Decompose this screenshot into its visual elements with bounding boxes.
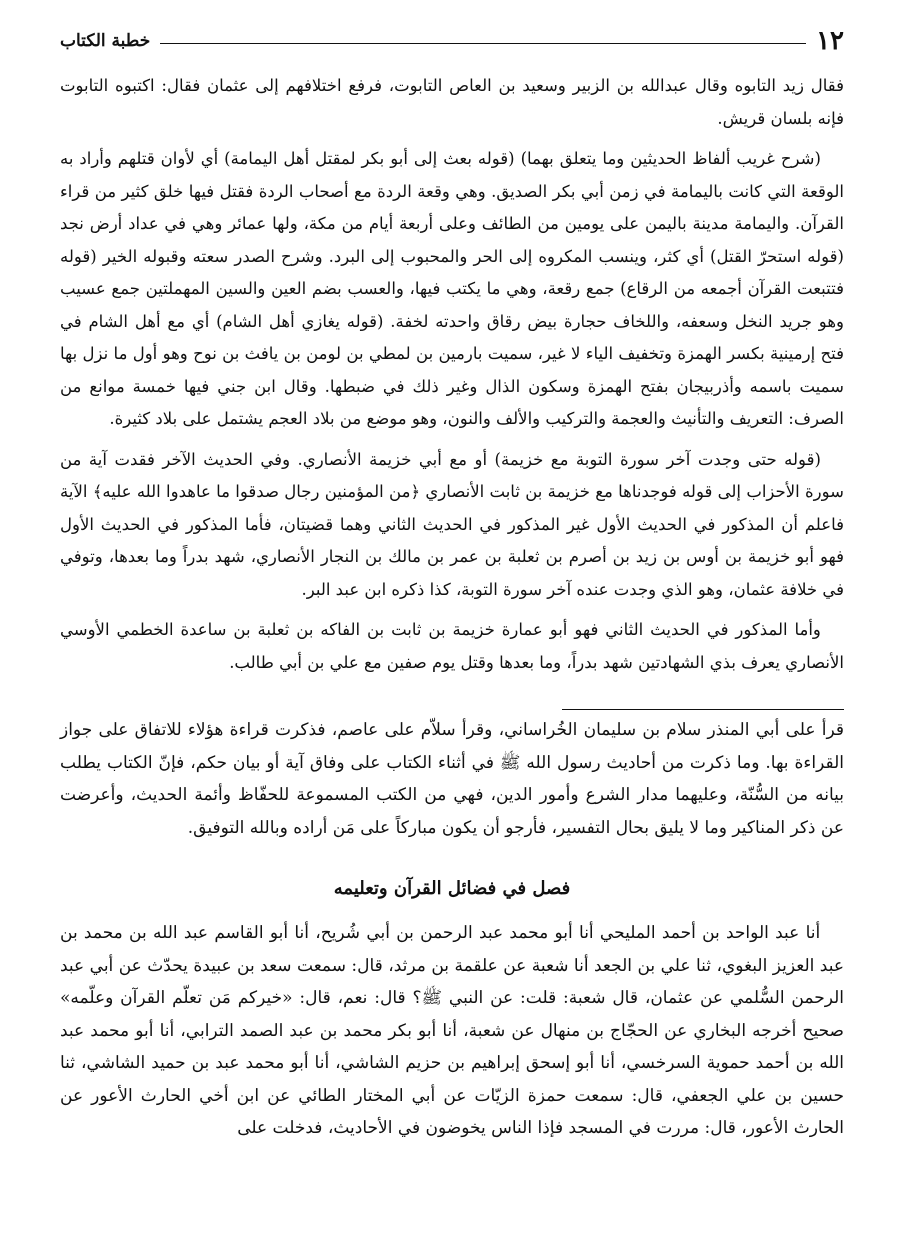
section-heading: فصل في فضائل القرآن وتعليمه bbox=[333, 878, 571, 899]
page-body bbox=[60, 70, 844, 1145]
page-number: ١٢ bbox=[816, 26, 844, 56]
paragraph-2: (شرح غريب ألفاظ الحديثين وما يتعلق بهما) (قوله بعث إلى أبو بكر لمقتل أهل اليمامة) أي لأوان قتلهم وأراد به الوقعة التي كانت باليمامة في زمن أبي بكر الصديق. وهي وقعة الردة مع أصحاب الردة فقتل فيها خلق كثير من قراء القرآن. واليمامة مدينة باليمن على يومين من الطائف وعلى أربعة أيام من مكة، ولها عمائر وهي في عداد أرض نجد (قوله استحرّ القتل) أي كثر، وينسب المكروه إلى الحر والمحبوب إلى البرد. وشرح الصدر سعته وقبوله الخير (قوله فتتبعت القرآن أجمعه من الرقاع) جمع رقعة، وهي ما يكتب فيها، والعسب بضم العين والسين المهملتين جمع عسيب وهو جريد النخل وسعفه، واللخاف حجارة بيض رقاق واحدته لخفة. (قوله يغازي أهل الشام) أي مع أهل الشام في فتح إرمينية بكسر الهمزة وتخفيف الياء لا غير، سميت بارمين بن لمطي بن لومن بن يافث بن نوح وهو أول ما نزل بها سميت باسمه وأذربيجان بفتح الهمزة وسكون الذال وغير ذلك في ضبطها. وقال ابن جني فيها خمسة موانع من الصرف: التعريف والتأنيث والعجمة والتركيب والألف والنون، وهو موضع من بلاد العجم يشتمل على بلاد كثيرة. bbox=[60, 149, 844, 428]
paragraph-1: فقال زيد التابوه وقال عبدالله بن الزبير وسعيد بن العاص التابوت، فرفع اختلافهم إلى عثمان فقال: اكتبوه التابوت فإنه بلسان قريش. bbox=[60, 76, 844, 128]
section-text: أنا عبد الواحد بن أحمد المليحي أنا أبو محمد عبد الرحمن بن أبي شُريح، أنا أبو القاسم عبد الله بن محمد بن عبد العزيز البغوي، ثنا علي بن الجعد أنا شعبة عن علقمة بن مرثد، قال: سمعت سعد بن عبيدة يحدّث عن أبي عبد الرحمن السُّلمي عن عثمان، قال شعبة: قلت: عن النبي ﷺ؟ قال: نعم، قال: «خيركم مَن تعلّم القرآن وعلّمه» صحيح أخرجه البخاري عن الحجّاج بن منهال عن شعبة، أنا أبو بكر محمد بن عبد الصمد الترابي، أنا أبو محمد عبد الله بن أحمد حموية السرخسي، أنا أبو إسحق إبراهيم بن حزيم الشاشي، أنا أبو محمد عبد بن حميد الشاشي، ثنا حسين بن علي الجعفي، قال: سمعت حمزة الزيّات عن أبي المختار الطائي عن ابن أخي الحارث الأعور عن الحارث الأعور، قال: مررت في المسجد فإذا الناس يخوضون في الأحاديث، فدخلت على bbox=[60, 923, 844, 1138]
chapter-title: خطبة الكتاب bbox=[60, 31, 151, 51]
paragraph-3: (قوله حتى وجدت آخر سورة التوبة مع خزيمة) أو مع أبي خزيمة الأنصاري. وفي الحديث الآخر فقدت آية من سورة الأحزاب إلى قوله فوجدناها مع خزيمة بن ثابت الأنصاري ﴿من المؤمنين رجال صدقوا ما عاهدوا الله عليه﴾ الآية فاعلم أن المذكور في الحديث الأول غير المذكور في الحديث الثاني وهما قضيتان، فأما المذكور في الحديث الأول فهو أبو خزيمة بن أوس بن زيد بن أصرم بن ثعلبة بن عمر بن مالك بن النجار الأنصاري، شهد بدراً وما بعدها، وتوفي في خلافة عثمان، وهو الذي وجدت عنده آخر سورة التوبة، كذا ذكره ابن عبد البر. bbox=[60, 449, 844, 599]
running-header bbox=[60, 26, 844, 56]
footnote-text: قرأ على أبي المنذر سلام بن سليمان الخُراساني، وقرأ سلاّم على عاصم، فذكرت قراءة هؤلاء للاتفاق على جواز القراءة بها. وما ذكرت من أحاديث رسول الله ﷺ في أثناء الكتاب على وفاق آية أو بيان حكم، فإنّ الكتاب يطلب بيانه من السُّنّة، وعليهما مدار الشرع وأمور الدين، فهي من الكتب المسموعة للحفّاظ وأئمة الحديث، وأعرضت عن ذكر المناكير وما لا يليق بحال التفسير، فأرجو أن يكون مباركاً على مَن أراده وبالله التوفيق. bbox=[60, 720, 844, 838]
header-rule bbox=[160, 43, 806, 44]
footnote-divider bbox=[562, 709, 844, 710]
paragraph-4: وأما المذكور في الحديث الثاني فهو أبو عمارة خزيمة بن ثابت بن الفاكه بن ثعلبة بن ساعدة الخطمي الأوسي الأنصاري يعرف بذي الشهادتين شهد بدراً، وما بعدها وقتل يوم صفين مع علي بن أبي طالب. bbox=[60, 620, 844, 672]
